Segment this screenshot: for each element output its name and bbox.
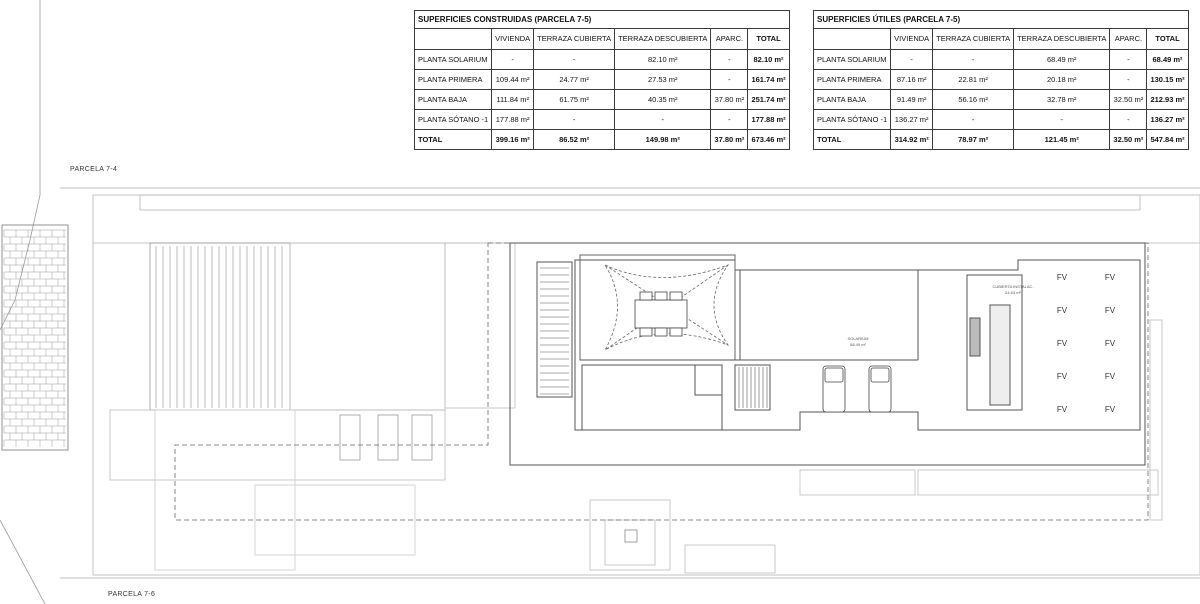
solar-panel-label: FV: [1056, 372, 1068, 381]
dining-table: [635, 292, 687, 336]
solar-panel-label: FV: [1056, 306, 1068, 315]
row-label: PLANTA PRIMERA: [415, 70, 492, 90]
cell: -: [933, 110, 1014, 130]
table-row: [415, 90, 790, 110]
table-superficies-utiles: [813, 10, 1189, 150]
header-cell: TERRAZA DESCUBIERTA: [1014, 29, 1110, 50]
cell: 82.10 m²: [615, 50, 711, 70]
header-cell: [415, 29, 492, 50]
cell: 27.53 m²: [615, 70, 711, 90]
table-row: [814, 70, 1189, 90]
table-title: SUPERFICIES ÚTILES (PARCELA 7-5): [814, 11, 1189, 29]
parcel-label-bottom: PARCELA 7-6: [108, 591, 156, 598]
room-label: SOLARIUM: [847, 336, 869, 341]
total-cell: 32.50 m²: [1110, 130, 1147, 150]
table-total-row: [814, 130, 1189, 150]
solar-panel-labels: [1057, 273, 1116, 414]
cell: -: [711, 110, 748, 130]
table-title: SUPERFICIES CONSTRUIDAS (PARCELA 7-5): [415, 11, 790, 29]
cell: 177.88 m²: [492, 110, 534, 130]
header-cell: TOTAL: [748, 29, 789, 50]
solar-panel-label: FV: [1056, 339, 1068, 348]
pergola-area: [150, 243, 290, 410]
total-cell: 314.92 m²: [891, 130, 933, 150]
cell-total: 82.10 m²: [748, 50, 789, 70]
cell: 32.50 m²: [1110, 90, 1147, 110]
total-cell: 149.98 m²: [615, 130, 711, 150]
total-cell: 86.52 m²: [534, 130, 615, 150]
row-label: PLANTA BAJA: [814, 90, 891, 110]
solar-panel-label: FV: [1104, 372, 1116, 381]
table-row: [814, 50, 1189, 70]
cell: 61.75 m²: [534, 90, 615, 110]
total-label: TOTAL: [814, 130, 891, 150]
cell: 37.80 m²: [711, 90, 748, 110]
total-label: TOTAL: [415, 130, 492, 150]
total-cell: 399.16 m²: [492, 130, 534, 150]
header-cell: TERRAZA CUBIERTA: [933, 29, 1014, 50]
cell: 68.49 m²: [1014, 50, 1110, 70]
cell: 87.16 m²: [891, 70, 933, 90]
header-cell: APARC.: [1110, 29, 1147, 50]
cell: -: [1110, 110, 1147, 130]
cell-total: 177.88 m²: [748, 110, 789, 130]
total-cell: 673.46 m²: [748, 130, 789, 150]
cell: -: [534, 110, 615, 130]
left-lower-boundary: [0, 520, 45, 604]
cell: 24.77 m²: [534, 70, 615, 90]
cell: -: [933, 50, 1014, 70]
row-label: PLANTA PRIMERA: [814, 70, 891, 90]
cell: 32.78 m²: [1014, 90, 1110, 110]
table-row: [415, 50, 790, 70]
row-label: PLANTA SOLARIUM: [415, 50, 492, 70]
upper-slab-outline: [510, 243, 1145, 465]
sun-loungers: [823, 366, 891, 412]
cell: 109.44 m²: [492, 70, 534, 90]
table-row: [415, 70, 790, 90]
cell-total: 161.74 m²: [748, 70, 789, 90]
pool: [582, 365, 722, 430]
cell: 111.84 m²: [492, 90, 534, 110]
cell: -: [891, 50, 933, 70]
cell: 40.35 m²: [615, 90, 711, 110]
solar-panel-label: FV: [1104, 339, 1116, 348]
room-area: 68.49 m²: [850, 342, 866, 347]
cell: 91.49 m²: [891, 90, 933, 110]
cell-total: 130.15 m²: [1147, 70, 1188, 90]
solar-panel-label: FV: [1056, 273, 1068, 282]
header-cell: [814, 29, 891, 50]
cell: -: [615, 110, 711, 130]
table-row: [814, 110, 1189, 130]
cell: -: [492, 50, 534, 70]
solar-panel-label: FV: [1104, 273, 1116, 282]
cell: -: [1110, 70, 1147, 90]
equipment-label: CUBIERTA INSTALAC.: [992, 284, 1034, 289]
pergola-slats: [156, 246, 282, 408]
header-cell: TOTAL: [1147, 29, 1188, 50]
cell: -: [1110, 50, 1147, 70]
table-row: [415, 110, 790, 130]
cell: 20.18 m²: [1014, 70, 1110, 90]
total-cell: 547.84 m²: [1147, 130, 1188, 150]
table-row: [814, 90, 1189, 110]
row-label: PLANTA BAJA: [415, 90, 492, 110]
total-cell: 78.97 m²: [933, 130, 1014, 150]
solar-panel-label: FV: [1056, 405, 1068, 414]
stair-small: [735, 365, 770, 410]
cell: 56.16 m²: [933, 90, 1014, 110]
cell-total: 68.49 m²: [1147, 50, 1188, 70]
total-cell: 121.45 m²: [1014, 130, 1110, 150]
equipment-sub: 24.53 m²: [1005, 290, 1021, 295]
cell-total: 251.74 m²: [748, 90, 789, 110]
header-cell: VIVIENDA: [891, 29, 933, 50]
cell: -: [1014, 110, 1110, 130]
header-cell: TERRAZA CUBIERTA: [534, 29, 615, 50]
row-label: PLANTA SÓTANO -1: [814, 110, 891, 130]
wall-hatch: [4, 230, 66, 447]
cell: -: [534, 50, 615, 70]
total-cell: 37.80 m²: [711, 130, 748, 150]
parcel-label-top: PARCELA 7-4: [70, 166, 118, 173]
cell: -: [711, 70, 748, 90]
row-label: PLANTA SÓTANO -1: [415, 110, 492, 130]
solar-panel-label: FV: [1104, 306, 1116, 315]
cell-total: 136.27 m²: [1147, 110, 1188, 130]
header-cell: TERRAZA DESCUBIERTA: [615, 29, 711, 50]
header-cell: VIVIENDA: [492, 29, 534, 50]
header-cell: APARC.: [711, 29, 748, 50]
cell: -: [711, 50, 748, 70]
cell: 22.81 m²: [933, 70, 1014, 90]
solar-panel-label: FV: [1104, 405, 1116, 414]
stair-treads: [540, 268, 569, 394]
cell-total: 212.93 m²: [1147, 90, 1188, 110]
table-total-row: [415, 130, 790, 150]
row-label: PLANTA SOLARIUM: [814, 50, 891, 70]
cell: 136.27 m²: [891, 110, 933, 130]
table-superficies-construidas: [414, 10, 790, 150]
